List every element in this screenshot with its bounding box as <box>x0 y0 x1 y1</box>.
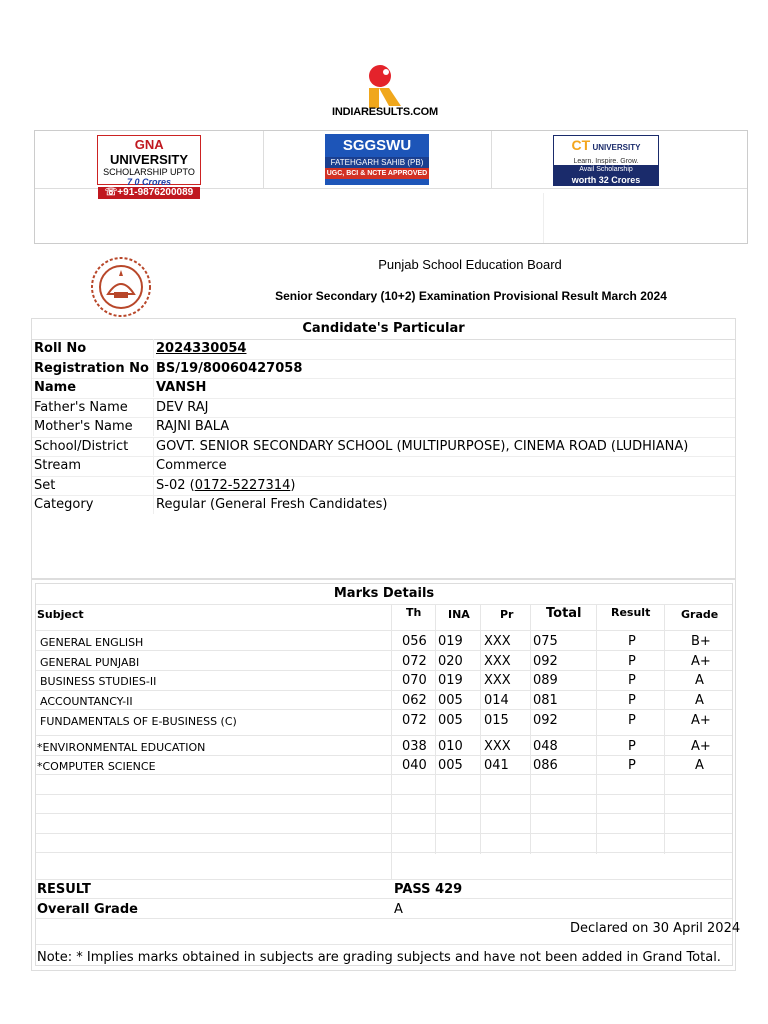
col-pr: Pr <box>500 608 514 621</box>
school-district-label: School/District <box>34 438 129 454</box>
row-mother-name <box>32 417 735 438</box>
col-ina: INA <box>448 608 470 621</box>
declared-date: Declared on 30 April 2024 <box>570 921 741 936</box>
th-cell: 040 <box>402 758 427 773</box>
grade-cell: A+ <box>691 739 711 754</box>
grade-cell: A <box>695 693 704 708</box>
pr-cell: XXX <box>484 673 511 688</box>
subject-cell: *ENVIRONMENTAL EDUCATION <box>37 741 206 754</box>
sggswu-ad-line2: FATEHGARH SAHIB (PB) <box>325 157 429 168</box>
logo-text: INDIARESULTS.COM <box>332 106 438 118</box>
grade-cell: A <box>695 673 704 688</box>
result-cell: P <box>628 673 636 688</box>
ina-cell: 010 <box>438 739 463 754</box>
exam-title: Senior Secondary (10+2) Examination Provisional Result March 2024 <box>275 289 667 303</box>
total-cell: 086 <box>533 758 558 773</box>
row-registration-no <box>32 359 735 380</box>
stream-value: Commerce <box>156 458 227 473</box>
ctu-ad-title-2: UNIVERSITY <box>590 143 641 152</box>
result-cell: P <box>628 758 636 773</box>
result-cell: P <box>628 654 636 669</box>
total-cell: 092 <box>533 654 558 669</box>
ina-cell: 019 <box>438 634 463 649</box>
grading-note: Note: * Implies marks obtained in subjects are grading subjects and have not been added in Grand Total. <box>37 950 721 965</box>
board-name: Punjab School Education Board <box>378 257 562 272</box>
col-grade: Grade <box>681 608 719 621</box>
total-cell: 048 <box>533 739 558 754</box>
marks-details <box>31 579 741 971</box>
ctu-ad-tagline: Learn. Inspire. Grow. <box>573 158 639 165</box>
total-cell: 075 <box>533 634 558 649</box>
pr-cell: 015 <box>484 713 509 728</box>
subject-cell: GENERAL ENGLISH <box>40 636 144 649</box>
subject-cell: FUNDAMENTALS OF E-BUSINESS (C) <box>40 715 237 728</box>
indiaresults-logo[interactable] <box>320 62 450 124</box>
ctu-ad-line3: Avail Scholarship <box>579 166 633 173</box>
row-school-district <box>32 437 735 458</box>
overall-grade-label: Overall Grade <box>37 902 138 917</box>
roll-no-label: Roll No <box>34 341 87 356</box>
total-cell: 081 <box>533 693 558 708</box>
th-cell: 072 <box>402 713 427 728</box>
name-label: Name <box>34 380 77 395</box>
col-subject: Subject <box>37 608 84 621</box>
grade-cell: B+ <box>691 634 711 649</box>
stream-label: Stream <box>34 458 82 473</box>
father-name-value: DEV RAJ <box>156 399 209 415</box>
th-cell: 070 <box>402 673 427 688</box>
th-cell: 038 <box>402 739 427 754</box>
ina-cell: 019 <box>438 673 463 688</box>
result-cell: P <box>628 634 636 649</box>
grade-cell: A+ <box>691 654 711 669</box>
th-cell: 056 <box>402 634 427 649</box>
indiaresults-logo-icon <box>367 64 403 108</box>
ina-cell: 005 <box>438 713 463 728</box>
gna-ad-phone: ☏+91-9876200089 <box>98 187 200 199</box>
col-th: Th <box>406 606 422 619</box>
roll-no-value: 2024330054 <box>156 341 247 356</box>
registration-no-label: Registration No <box>34 360 149 376</box>
subject-cell: *COMPUTER SCIENCE <box>37 760 156 773</box>
pseb-seal-icon <box>90 256 152 318</box>
ina-cell: 005 <box>438 758 463 773</box>
pr-cell: XXX <box>484 739 511 754</box>
result-value: PASS 429 <box>394 882 463 897</box>
category-label: Category <box>34 497 94 512</box>
set-value-end: ) <box>290 477 296 493</box>
result-label: RESULT <box>37 882 91 897</box>
total-cell: 089 <box>533 673 558 688</box>
subject-cell: GENERAL PUNJABI <box>40 656 140 669</box>
advertisement-panel <box>34 130 748 244</box>
th-cell: 072 <box>402 654 427 669</box>
subject-cell: BUSINESS STUDIES-II <box>40 675 157 688</box>
result-cell: P <box>628 693 636 708</box>
sggswu-ad-title: SGGSWU <box>342 137 412 154</box>
set-label: Set <box>34 477 56 493</box>
gna-ad-title: GNA <box>134 137 164 152</box>
candidate-heading: Candidate's Particular <box>32 319 735 340</box>
ctu-ad-title: CT <box>571 137 591 153</box>
school-district-value: GOVT. SENIOR SECONDARY SCHOOL (MULTIPURPOSE), CINEMA ROAD (LUDHIANA) <box>156 438 689 454</box>
row-roll-no <box>32 339 735 360</box>
row-name <box>32 378 735 399</box>
result-cell: P <box>628 713 636 728</box>
category-value: Regular (General Fresh Candidates) <box>156 497 388 512</box>
marks-heading: Marks Details <box>333 586 435 601</box>
th-cell: 062 <box>402 693 427 708</box>
grade-cell: A <box>695 758 704 773</box>
row-category <box>32 495 735 515</box>
ct-university-ad[interactable] <box>553 135 659 186</box>
result-cell: P <box>628 739 636 754</box>
mother-name-value: RAJNI BALA <box>156 419 230 434</box>
gna-university-ad[interactable] <box>97 135 201 198</box>
sggswu-ad-line3: UGC, BCI & NCTE APPROVED <box>326 170 428 177</box>
sggswu-ad[interactable] <box>325 134 429 185</box>
pr-cell: 041 <box>484 758 509 773</box>
row-stream <box>32 456 735 477</box>
gna-ad-line3: 7 0 Crores <box>126 177 172 187</box>
ina-cell: 020 <box>438 654 463 669</box>
ina-cell: 005 <box>438 693 463 708</box>
set-value: S-02 ( <box>156 477 195 493</box>
mother-name-label: Mother's Name <box>34 419 133 434</box>
pr-cell: XXX <box>484 634 511 649</box>
name-value: VANSH <box>156 380 207 395</box>
grade-cell: A+ <box>691 713 711 728</box>
gna-ad-line2: SCHOLARSHIP UPTO <box>103 167 195 177</box>
father-name-label: Father's Name <box>34 399 128 415</box>
overall-grade-value: A <box>394 902 403 917</box>
total-cell: 092 <box>533 713 558 728</box>
pr-cell: 014 <box>484 693 509 708</box>
row-father-name <box>32 398 735 419</box>
pr-cell: XXX <box>484 654 511 669</box>
set-phone-link[interactable]: 0172-5227314 <box>194 477 291 493</box>
row-set <box>32 476 735 497</box>
gna-ad-title-2: UNIVERSITY <box>109 152 188 167</box>
col-result: Result <box>611 606 651 619</box>
col-total: Total <box>546 606 582 621</box>
candidate-particulars <box>31 318 736 579</box>
ctu-ad-line4: worth 32 Crores <box>571 175 641 185</box>
registration-no-value: BS/19/80060427058 <box>156 360 303 376</box>
subject-cell: ACCOUNTANCY-II <box>40 695 133 708</box>
